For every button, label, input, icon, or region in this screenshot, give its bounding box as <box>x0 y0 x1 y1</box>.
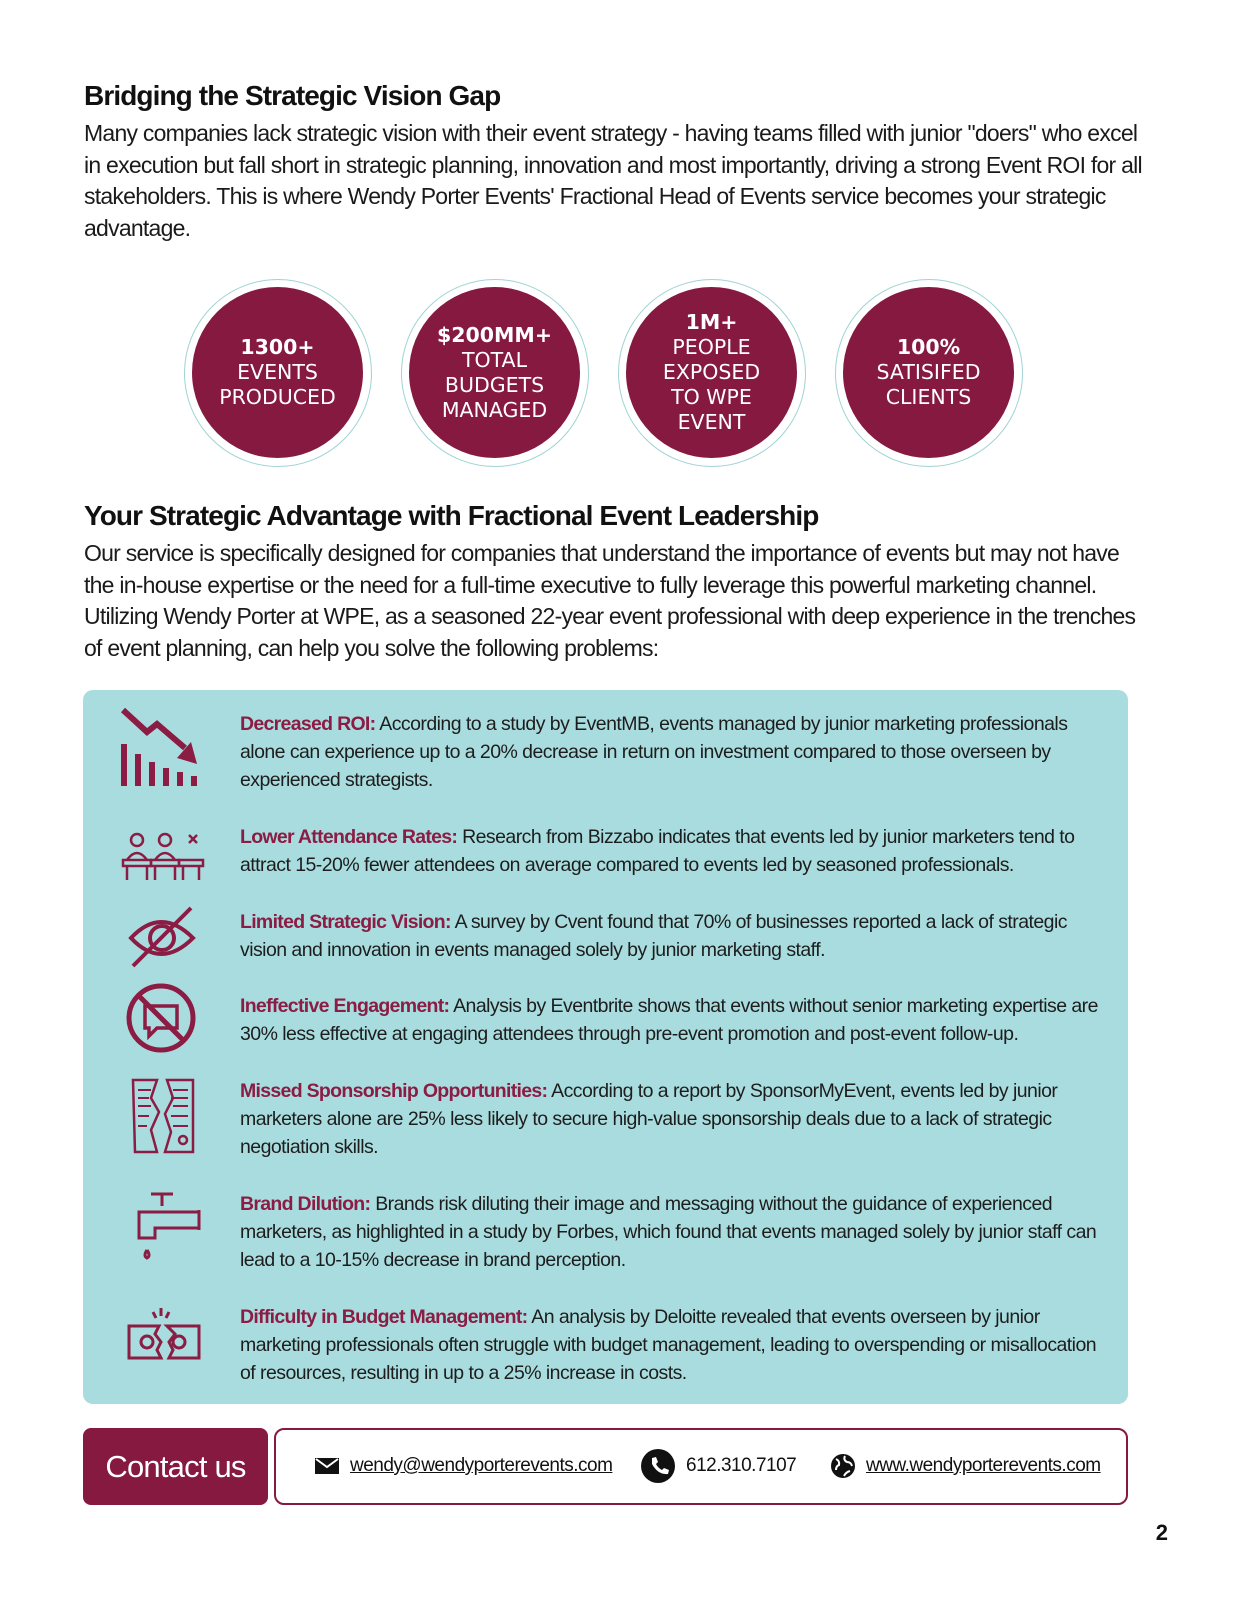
section-body-strategic-gap: Many companies lack strategic vision with their event strategy - having teams filled with junior "doers" who excel in execution but fall short in strategic planning, innovation and most importantly, driving a strong Event ROI for all stakeholders. This is where Wendy Porter Events' Fractional Head of Events service becomes your strategic advantage. <box>84 120 1142 241</box>
contact-website <box>830 1430 1101 1502</box>
stat-number: 1M+ <box>685 310 738 334</box>
problem-item <box>240 1303 1110 1387</box>
stat-circle <box>184 279 372 467</box>
phone-icon <box>640 1448 676 1484</box>
contact-phone <box>640 1430 796 1502</box>
website-link[interactable]: www.wendyporterevents.com <box>866 1455 1101 1476</box>
problems-panel <box>83 690 1128 1404</box>
phone-number[interactable]: 612.310.7107 <box>686 1455 797 1476</box>
stat-circle <box>401 279 589 467</box>
problem-text: According to a study by EventMB, events managed by junior marketing professionals alone can experience up to a 20% decrease in return on investment compared to those overseen by experienced strategists. <box>240 713 1068 791</box>
torn-banknote-icon <box>111 1298 211 1388</box>
declining-chart-icon <box>111 704 211 794</box>
stat-label: SATISIFED CLIENTS <box>876 360 981 409</box>
problem-title: Missed Sponsorship Opportunities: <box>240 1080 548 1102</box>
problem-item <box>240 992 1110 1048</box>
problem-text: Research from Bizzabo indicates that events led by junior marketers tend to attract 15-20% fewer attendees on average compared to events led by seasoned professionals. <box>240 826 1075 876</box>
problem-item <box>240 710 1110 794</box>
stat-circle <box>835 279 1023 467</box>
contact-info-bar <box>274 1428 1128 1505</box>
envelope-icon <box>314 1457 340 1475</box>
problem-item <box>240 1077 1110 1161</box>
contact-email <box>314 1430 612 1502</box>
no-chat-icon <box>111 976 211 1066</box>
stat-circle <box>618 279 806 467</box>
section-heading-strategic-advantage: Your Strategic Advantage with Fractional Event Leadership <box>84 500 819 531</box>
problem-title: Decreased ROI: <box>240 713 376 735</box>
problem-item <box>240 823 1110 879</box>
eye-slash-icon <box>111 896 211 986</box>
stats-row <box>184 279 1044 471</box>
problem-text: According to a report by SponsorMyEvent, events led by junior marketers alone are 25% less likely to secure high-value sponsorship deals due to a lack of strategic negotiation skills. <box>240 1080 1058 1158</box>
dripping-faucet-icon <box>111 1188 211 1278</box>
problem-text: Brands risk diluting their image and messaging without the guidance of experienced marketers, as highlighted in a study by Forbes, which found that events managed solely by junior staff can lead to a 10-15% decrease in brand perception. <box>240 1193 1097 1271</box>
problem-text: Analysis by Eventbrite shows that events without senior marketing expertise are 30% less effective at engaging attendees through pre-event promotion and post-event follow-up. <box>240 995 1098 1045</box>
problem-title: Difficulty in Budget Management: <box>240 1306 528 1328</box>
problem-text: A survey by Cvent found that 70% of businesses reported a lack of strategic vision and innovation in events managed solely by junior marketing staff. <box>240 911 1067 961</box>
stat-label: PEOPLE EXPOSED TO WPE EVENT <box>662 335 761 434</box>
stat-number: $200MM+ <box>436 322 553 347</box>
globe-icon <box>830 1453 856 1479</box>
problem-title: Ineffective Engagement: <box>240 995 450 1017</box>
problem-item <box>240 1190 1110 1274</box>
problem-item <box>240 908 1110 964</box>
stat-number: 1300+ <box>240 335 315 359</box>
problem-title: Brand Dilution: <box>240 1193 371 1215</box>
contact-us-button[interactable]: Contact us <box>83 1428 268 1505</box>
problem-text: An analysis by Deloitte revealed that events overseen by junior marketing professionals often struggle with budget management, leading to overspending or misallocation of resources, resulting in up to a 25% increase in costs. <box>240 1306 1097 1384</box>
problem-title: Limited Strategic Vision: <box>240 911 451 933</box>
stat-number: 100% <box>896 335 961 359</box>
page-number: 2 <box>1155 1520 1168 1545</box>
problem-title: Lower Attendance Rates: <box>240 826 458 848</box>
stat-label: EVENTS PRODUCED <box>219 360 336 409</box>
torn-contract-icon <box>111 1072 211 1162</box>
section-heading-strategic-gap: Bridging the Strategic Vision Gap <box>84 80 501 111</box>
stat-label: TOTAL BUDGETS MANAGED <box>441 347 548 422</box>
section-body-strategic-advantage: Our service is specifically designed for companies that understand the importance of events but may not have the in-house expertise or the need for a full-time executive to fully leverage this powerful marketing channel. Utilizing Wendy Porter at WPE, as a seasoned 22-year event professional with deep experience in the trenches of event planning, can help you solve the following problems: <box>84 540 1136 661</box>
email-link[interactable]: wendy@wendyporterevents.com <box>350 1455 613 1476</box>
